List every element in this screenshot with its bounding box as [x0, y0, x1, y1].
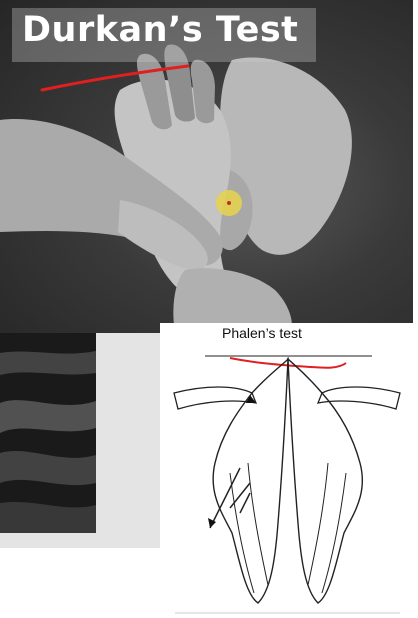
left-forearm — [174, 387, 256, 409]
arrow-line — [240, 493, 250, 513]
right-hand — [288, 359, 362, 603]
finger-line — [308, 463, 328, 585]
phalen-test-sketch — [160, 323, 414, 615]
ultrasound-image — [0, 333, 160, 548]
ultrasound-layer — [0, 400, 96, 433]
finger-line — [248, 463, 268, 585]
ultrasound-scan — [0, 333, 160, 548]
pressure-point-dot — [227, 201, 231, 205]
sketch-title: Phalen’s test — [222, 325, 302, 341]
finger-line — [230, 473, 254, 593]
right-forearm — [318, 387, 400, 409]
photo-title: Durkan’s Test — [22, 10, 299, 50]
finger-line — [322, 473, 346, 593]
left-hand — [213, 359, 288, 603]
ultrasound-layer — [0, 351, 96, 375]
phalen-illustration — [160, 323, 414, 615]
